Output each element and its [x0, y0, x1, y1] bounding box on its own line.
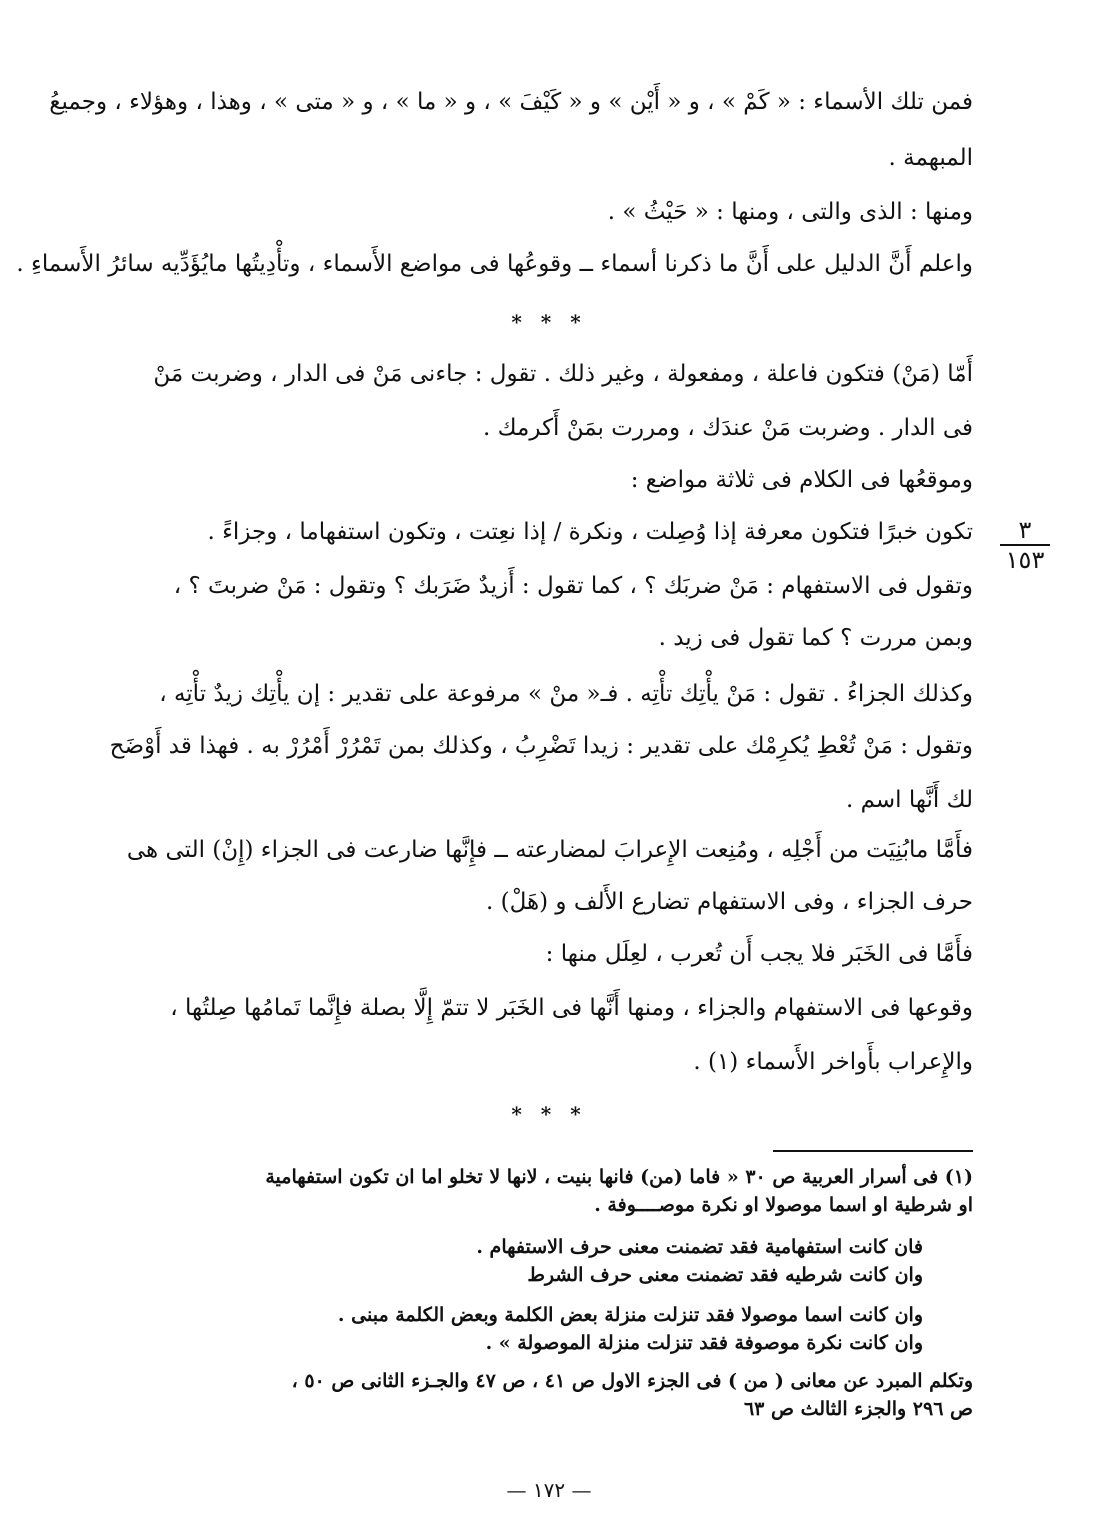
body-line: والإِعراب بأَواخر الأَسماء (١) . [693, 1049, 973, 1075]
body-line: وقوعها فى الاستفهام والجزاء ، ومنها أَنَّها فى الخَبَر لا تتمّ إِلَّا بصلة فإِنَّما تَمامُها صِلتُها ، [170, 995, 973, 1021]
body-line: ومنها : الذى والتى ، ومنها : « حَيْثُ » . [607, 199, 973, 225]
body-line: فأَمَّا فى الخَبَر فلا يجب أَن تُعرب ، لعِلَل منها : [545, 941, 973, 967]
margin-number-bottom: ١٥٣ [1005, 546, 1045, 574]
footnote-line: وان كانت نكرة موصوفة فقد تنزلت منزلة الموصولة » . [485, 1332, 923, 1354]
footnote-line: ص ٢٩٦ والجزء الثالث ص ٦٣ [743, 1398, 973, 1420]
body-line: فى الدار . وضربت مَنْ عندَك ، ومررت بمَنْ أَكرمك . [483, 415, 973, 441]
footnote-line: وان كانت اسما موصولا فقد تنزلت منزلة بعض الكلمة وبعض الكلمة مبنى . [337, 1304, 923, 1326]
body-line: فأَمَّا مابُنِيَت من أَجْلِه ، ومُنِعت الإِعرابَ لمضارعته ــ فإِنَّها ضارعت فى الجزاء (إِنْ) التى هى [126, 837, 973, 863]
body-line: وبمن مررت ؟ كما تقول فى زيد . [658, 625, 973, 651]
body-line: وتقول فى الاستفهام : مَنْ ضربَك ؟ ، كما تقول : أَزيدٌ ضَرَبك ؟ وتقول : مَنْ ضربتَ ؟ ، [173, 573, 973, 599]
body-line: وكذلك الجزاءُ . تقول : مَنْ يأْتِك تأْتِه . فـ« منْ » مرفوعة على تقدير : إن يأْتِك زيدٌ تأْتِه ، [159, 681, 973, 707]
body-line: واعلم أَنَّ الدليل على أَنَّ ما ذكرنا أسماء ــ وقوعُها فى مواضع الأَسماء ، وتأْدِيتُها مايُؤَدِّيه سائرُ الأَسماءِ . [16, 251, 973, 277]
footnote-line: او شرطية او اسما موصولا او نكرة موصــــوفة . [594, 1194, 973, 1216]
footnote-line: (١) فى أسرار العربية ص ٣٠ « فاما (من) فانها بنيت ، لانها لا تخلو اما ان تكون استفهامية [265, 1166, 973, 1188]
footnote-line: فان كانت استفهامية فقد تضمنت معنى حرف الاستفهام . [476, 1236, 923, 1258]
section-separator: * * * [511, 1102, 587, 1126]
footnote-rule [773, 1150, 973, 1152]
footnote-line: وتكلم المبرد عن معانى ( من ) فى الجزء الاول ص ٤١ ، ص ٤٧ والجـزء الثانى ص ٥٠ ، [291, 1370, 973, 1392]
body-line: وموقعُها فى الكلام فى ثلاثة مواضع : [630, 467, 973, 493]
body-line: حرف الجزاء ، وفى الاستفهام تضارع الأَلف و (هَلْ) . [485, 889, 973, 915]
footnote-line: وان كانت شرطيه فقد تضمنت معنى حرف الشرط [527, 1264, 923, 1286]
body-line: لك أَنَّها اسم . [845, 787, 973, 813]
page-number: — ١٧٢ — [506, 1478, 592, 1502]
body-line: المبهمة . [888, 145, 973, 171]
margin-number-top: ٣ [1000, 516, 1050, 546]
body-line: أَمّا (مَنْ) فتكون فاعلة ، ومفعولة ، وغير ذلك . تقول : جاءنى مَنْ فى الدار ، وضربت مَنْ [153, 361, 973, 387]
body-line: تكون خبرًا فتكون معرفة إذا وُصِلت ، ونكرة / إذا نعِتت ، وتكون استفهاما ، وجزاءً . [207, 519, 973, 545]
body-line: وتقول : مَنْ تُعْطِ يُكرِمْك على تقدير : زيدا تَضْرِبُ ، وكذلك بمن تَمْرُرْ أَمْرُرْ به . فهذا قد أَوْضَح [109, 733, 973, 759]
margin-page-reference [1000, 516, 1050, 574]
body-line: فمن تلك الأسماء : « كَمْ » ، و « أَيْن » و « كَيْفَ » ، و « ما » ، و « متى » ، وهذا ، وهؤلاء ، وجميعُ [49, 89, 973, 115]
section-separator: * * * [511, 310, 587, 334]
